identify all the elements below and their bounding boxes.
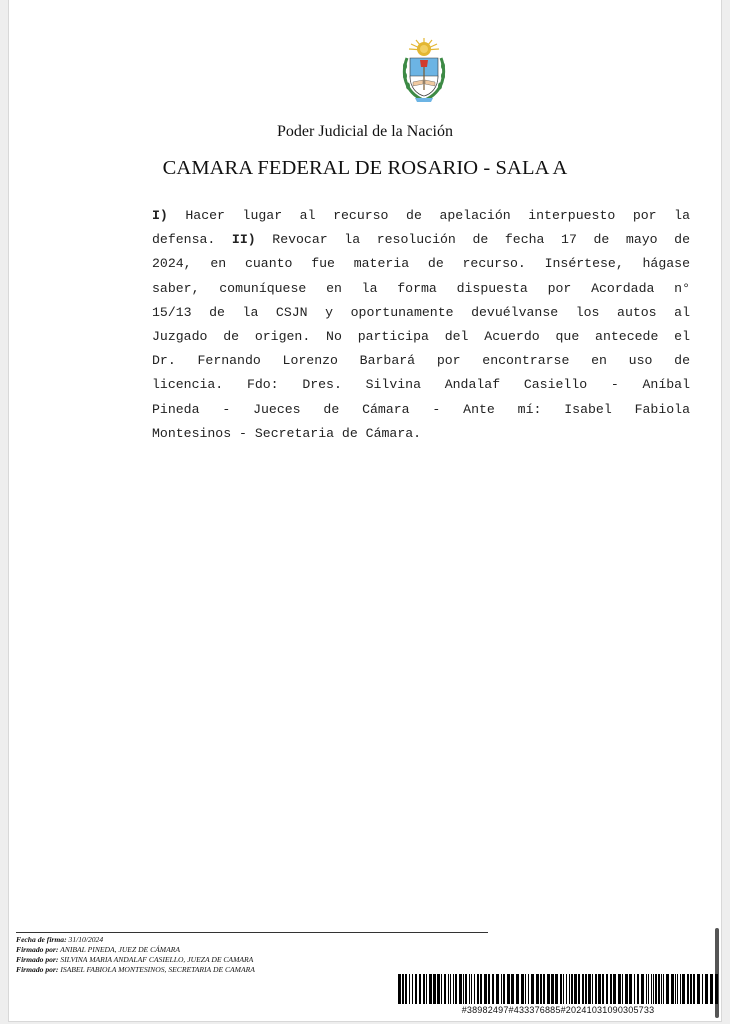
body-line <box>152 325 690 349</box>
signer-label: Firmado por: <box>16 955 59 964</box>
signature-divider <box>16 932 488 933</box>
barcode-bar <box>437 974 440 1004</box>
resolution-body <box>152 204 690 446</box>
body-text-segment: Juzgado de origen. No participa del Acuerdo que antecede el <box>152 328 690 344</box>
barcode-bar <box>658 974 660 1004</box>
barcode-bar <box>646 974 647 1004</box>
barcode-bar <box>634 974 635 1004</box>
barcode-bar <box>525 974 526 1004</box>
body-text-segment: saber, comuníquese en la forma dispuesta por Acordada n° <box>152 280 690 296</box>
signature-block <box>16 935 496 975</box>
body-line <box>152 422 690 446</box>
barcode-bar <box>496 974 499 1004</box>
barcode-bar <box>560 974 562 1004</box>
body-text-segment: 15/13 de la CSJN y oportunamente devuélvanse los autos al <box>152 304 690 320</box>
barcode-bar <box>501 974 502 1004</box>
barcode-bar <box>563 974 564 1004</box>
barcode-bar <box>571 974 573 1004</box>
barcode-bar <box>503 974 505 1004</box>
court-title: CAMARA FEDERAL DE ROSARIO - SALA A <box>162 157 568 179</box>
barcode-bar <box>598 974 601 1004</box>
institution-name: Poder Judicial de la Nación <box>277 123 453 140</box>
barcode-bar <box>618 974 621 1004</box>
barcode-bar <box>405 974 407 1004</box>
barcode-bar <box>543 974 545 1004</box>
document-page <box>8 0 722 1022</box>
barcode-bar <box>488 974 490 1004</box>
barcode-bar <box>682 974 685 1004</box>
national-coat-of-arms-icon <box>401 36 447 106</box>
section-marker: II) <box>231 232 256 248</box>
barcode-bar <box>595 974 597 1004</box>
body-line <box>152 349 690 373</box>
barcode-bar <box>484 974 487 1004</box>
barcode-bar <box>463 974 464 1004</box>
signer-label: Firmado por: <box>16 965 59 974</box>
signer-line <box>16 955 496 965</box>
barcode-bar <box>429 974 432 1004</box>
barcode-bar <box>663 974 664 1004</box>
barcode-bar <box>474 974 475 1004</box>
barcode-bar <box>687 974 689 1004</box>
barcode-bar <box>610 974 612 1004</box>
barcode-bar <box>540 974 542 1004</box>
barcode-bar <box>613 974 616 1004</box>
barcode-bar <box>516 974 519 1004</box>
body-text-segment: licencia. Fdo: Dres. Silvina Andalaf Casiello - Aníbal <box>152 377 690 393</box>
barcode-bar <box>448 974 449 1004</box>
signer-label: Firmado por: <box>16 945 59 954</box>
barcode-bar <box>453 974 454 1004</box>
body-line <box>152 398 690 422</box>
body-line <box>152 204 690 228</box>
barcode-bar <box>555 974 558 1004</box>
barcode-bar <box>582 974 584 1004</box>
barcode-bar <box>675 974 676 1004</box>
barcode-bar <box>426 974 427 1004</box>
signer-value: ISABEL FABIOLA MONTESINOS, SECRETARIA DE CAMARA <box>60 965 255 974</box>
barcode-number: #38982497#433376885#20241031090305733 <box>461 1005 655 1015</box>
barcode-bar <box>648 974 649 1004</box>
barcode-bar <box>511 974 514 1004</box>
barcode-bar <box>697 974 700 1004</box>
barcode-bar <box>602 974 604 1004</box>
signature-date-value: 31/10/2024 <box>68 935 104 944</box>
barcode-bar <box>606 974 608 1004</box>
barcode-bar <box>528 974 529 1004</box>
barcode-bar <box>423 974 425 1004</box>
body-text-segment: Hacer lugar al recurso de apelación interpuesto por la <box>167 208 690 223</box>
barcode-bar <box>690 974 692 1004</box>
body-line <box>152 228 690 252</box>
barcode-bar <box>450 974 451 1004</box>
body-line <box>152 252 690 276</box>
barcode-bar <box>477 974 479 1004</box>
barcode-bar <box>444 974 446 1004</box>
barcode-bar <box>465 974 467 1004</box>
barcode-bar <box>521 974 524 1004</box>
barcode-bar <box>693 974 695 1004</box>
barcode-bar <box>507 974 510 1004</box>
barcode-bar <box>671 974 674 1004</box>
barcode-bar <box>578 974 580 1004</box>
barcode-bar <box>412 974 413 1004</box>
barcode-bar <box>705 974 708 1004</box>
barcode-bar <box>433 974 436 1004</box>
barcode-bar <box>661 974 662 1004</box>
section-marker: I) <box>152 208 168 223</box>
signer-value: ANIBAL PINEDA, JUEZ DE CÁMARA <box>60 945 181 954</box>
signature-date-label: Fecha de firma: <box>16 935 67 944</box>
barcode-bar <box>651 974 652 1004</box>
barcode-bar <box>402 974 404 1004</box>
barcode-bar <box>409 974 410 1004</box>
barcode-bar <box>455 974 457 1004</box>
barcode-bar <box>569 974 570 1004</box>
barcode-bar <box>641 974 644 1004</box>
barcode-bar <box>653 974 654 1004</box>
barcode-bar <box>480 974 482 1004</box>
barcode-bar <box>415 974 417 1004</box>
barcode-bar <box>471 974 472 1004</box>
barcode-bar <box>574 974 577 1004</box>
barcode-bar <box>469 974 470 1004</box>
barcode-bar <box>592 974 593 1004</box>
barcode-bar <box>547 974 550 1004</box>
barcode-bar <box>666 974 669 1004</box>
barcode-bar <box>710 974 713 1004</box>
body-text-segment: 2024, en cuanto fue materia de recurso. Insértese, hágase <box>152 256 690 272</box>
body-text-segment: defensa. <box>152 232 232 248</box>
barcode-bar <box>677 974 678 1004</box>
barcode-bar <box>459 974 462 1004</box>
body-text-segment: Pineda - Jueces de Cámara - Ante mí: Isabel Fabiola <box>152 401 690 417</box>
barcode-bar <box>637 974 639 1004</box>
body-line <box>152 277 690 301</box>
barcode-bar <box>441 974 442 1004</box>
body-text-segment: Dr. Fernando Lorenzo Barbará por encontrarse en uso de <box>152 353 690 369</box>
signature-date <box>16 935 496 945</box>
barcode-bar <box>585 974 587 1004</box>
body-line <box>152 301 690 325</box>
barcode-bar <box>531 974 534 1004</box>
barcode-bar <box>588 974 591 1004</box>
barcode-bar <box>629 974 632 1004</box>
barcode-bar <box>655 974 657 1004</box>
signer-line <box>16 945 496 955</box>
barcode-bar <box>398 974 401 1004</box>
body-line <box>152 373 690 397</box>
barcode-bar <box>622 974 623 1004</box>
barcode-bar <box>625 974 628 1004</box>
barcode-bar <box>419 974 421 1004</box>
barcode-bar <box>702 974 703 1004</box>
barcode-bar <box>715 974 718 1004</box>
body-text-segment: Revocar la resolución de fecha 17 de mayo de <box>255 232 690 248</box>
body-text-segment: Montesinos - Secretaria de Cámara. <box>152 425 422 441</box>
barcode-bar <box>551 974 554 1004</box>
document-barcode <box>398 974 718 1004</box>
barcode-bar <box>680 974 681 1004</box>
barcode-bar <box>492 974 494 1004</box>
barcode-bar <box>536 974 539 1004</box>
signer-value: SILVINA MARIA ANDALAF CASIELLO, JUEZA DE CAMARA <box>60 955 254 964</box>
barcode-bar <box>566 974 567 1004</box>
